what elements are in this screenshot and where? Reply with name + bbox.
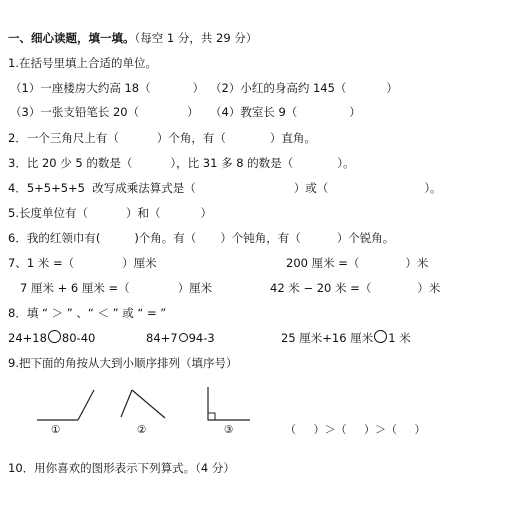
q1-row2b: （4）教室长 9（ ） (210, 105, 361, 119)
q8-expr2: 84+7 94-3 (146, 331, 215, 345)
q8-heading: 8．填 “ ＞ ” 、“ ＜ ” 或 “ = ” (8, 306, 167, 320)
q1-item3: （3）一张支铅笔长 20（ (10, 105, 140, 119)
q7-d: 42 米 − 20 米 =（ ）米 (270, 281, 441, 295)
q9-order-blanks[interactable]: （ ）＞（ ）＞（ ） (285, 423, 426, 436)
compare-circle-3[interactable] (374, 330, 387, 343)
angle-1 (37, 390, 94, 420)
q4: 4．5+5+5+5 改写成乘法算式是（ ）或（ ）。 (8, 181, 442, 195)
q8-expr3: 25 厘米+16 厘米 1 米 (281, 331, 411, 345)
q7-a: 7、1 米 =（ ）厘米 (8, 256, 157, 270)
q1-row1b: （2）小红的身高约 145（ ） (210, 81, 398, 95)
q1-item2: （2）小红的身高约 145（ (210, 81, 347, 95)
section-score-note: （每空 1 分，共 29 分） (134, 31, 258, 45)
q1-row1: （1）一座楼房大约高 18（ ） (10, 81, 205, 95)
compare-circle-1[interactable] (48, 330, 61, 343)
compare-circle-2[interactable] (179, 333, 188, 342)
q9-heading: 9.把下面的角按从大到小顺序排列（填序号） (8, 356, 238, 370)
q6: 6．我的红领巾有( )个角。有（ ）个钝角，有（ ）个锐角。 (8, 231, 395, 245)
q2: 2．一个三角尺上有（ ）个角，有（ ）直角。 (8, 131, 316, 145)
angle-label-3: ③ (224, 424, 234, 436)
q1-item4: （4）教室长 9（ (210, 105, 298, 119)
q7-c: 7 厘米 + 6 厘米 =（ ）厘米 (20, 281, 213, 295)
q1-row2: （3）一张支铅笔长 20（ ） (10, 105, 199, 119)
q1-item1: （1）一座楼房大约高 18（ (10, 81, 151, 95)
angle-label-1: ① (51, 424, 61, 436)
q1-heading: 1.在括号里填上合适的单位。 (8, 56, 157, 70)
q5: 5.长度单位有（ ）和（ ） (8, 206, 212, 220)
angle-2 (121, 390, 165, 418)
q8-expr1: 24+18 80-40 (8, 331, 96, 345)
section-title: 一、细心读题，填一填。 (8, 31, 135, 45)
angle-figures (0, 380, 514, 440)
q10-heading: 10．用你喜欢的图形表示下列算式。（4 分） (8, 461, 235, 475)
q7-b: 200 厘米 =（ ）米 (286, 256, 429, 270)
q3: 3．比 20 少 5 的数是（ ），比 31 多 8 的数是（ ）。 (8, 156, 355, 170)
angle-label-2: ② (137, 424, 147, 436)
angles-svg (0, 380, 514, 440)
angle-3 (208, 387, 250, 420)
section-header (8, 30, 257, 46)
